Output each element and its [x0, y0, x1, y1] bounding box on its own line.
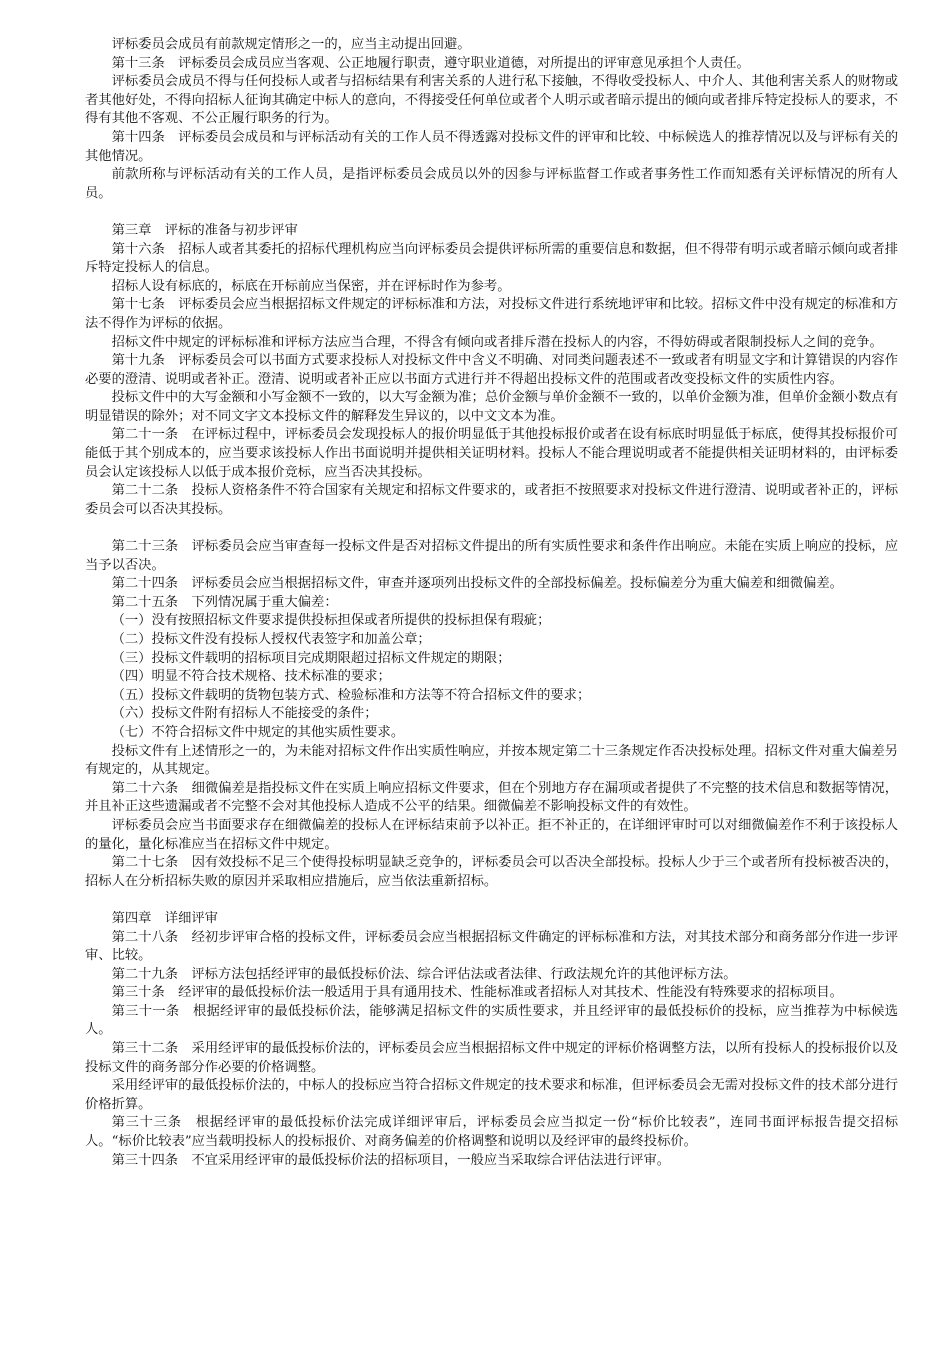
paragraph: 第三十一条 根据经评审的最低投标价法，能够满足招标文件的实质性要求，并且经评审的最低投标价的投标，应当推荐为中标候选人。 — [85, 1003, 898, 1038]
paragraph: 第十六条 招标人或者其委托的招标代理机构应当向评标委员会提供评标所需的重要信息和数据，但不得带有明示或者暗示倾向或者排斥特定投标人的信息。 — [85, 241, 898, 276]
paragraph: 第二十八条 经初步评审合格的投标文件，评标委员会应当根据招标文件确定的评标标准和方法，对其技术部分和商务部分作进一步评审、比较。 — [85, 929, 898, 964]
paragraph: 评标委员会成员有前款规定情形之一的，应当主动提出回避。 — [111, 37, 471, 52]
paragraph: 第三十四条 不宜采用经评审的最低投标价法的招标项目，一般应当采取综合评估法进行评审。 — [111, 1152, 671, 1168]
paragraph: （二）投标文件没有投标人授权代表签字和加盖公章； — [111, 632, 431, 647]
paragraph: （五）投标文件载明的货物包装方式、检验标准和方法等不符合招标文件的要求； — [111, 687, 591, 703]
paragraph: （六）投标文件附有招标人不能接受的条件； — [111, 706, 378, 722]
chapter-heading: 第三章 评标的准备与初步评审 — [111, 222, 298, 238]
paragraph: 第十九条 评标委员会可以书面方式要求投标人对投标文件中含义不明确、对同类问题表述不一致或者有明显文字和计算错误的内容作必要的澄清、说明或者补正。澄清、说明或者补正应以书面方式进行并不得超出投标文件的范围或者改变投标文件的实质性内容。 — [85, 353, 898, 387]
paragraph: 第二十五条 下列情况属于重大偏差： — [111, 594, 338, 610]
paragraph: （四）明显不符合技术规格、技术标准的要求； — [111, 669, 391, 685]
paragraph: 第十四条 评标委员会成员和与评标活动有关的工作人员不得透露对投标文件的评审和比较、中标候选人的推荐情况以及与评标有关的其他情况。 — [85, 129, 898, 164]
paragraph: 评标委员会应当书面要求存在细微偏差的投标人在评标结束前予以补正。拒不补正的，在详细评审时可以对细微偏差作不利于该投标人的量化，量化标准应当在招标文件中规定。 — [85, 817, 898, 852]
paragraph: 评标委员会成员不得与任何投标人或者与招标结果有利害关系的人进行私下接触，不得收受投标人、中介人、其他利害关系人的财物或者其他好处，不得向招标人征询其确定中标人的意向，不得接受任何单位或者个人明示或者暗示提出的倾向或者排斥特定投标人的要求，不得有其他不客观、不公正履行职务的行为。 — [85, 74, 898, 127]
paragraph: （三）投标文件载明的招标项目完成期限超过招标文件规定的期限； — [111, 650, 511, 666]
paragraph: （七）不符合招标文件中规定的其他实质性要求。 — [111, 724, 405, 740]
paragraph: 第二十三条 评标委员会应当审查每一投标文件是否对招标文件提出的所有实质性要求和条件作出响应。未能在实质上响应的投标，应当予以否决。 — [85, 539, 898, 573]
paragraph: 第二十二条 投标人资格条件不符合国家有关规定和招标文件要求的，或者拒不按照要求对投标文件进行澄清、说明或者补正的，评标委员会可以否决其投标。 — [85, 483, 898, 517]
paragraph: 第二十九条 评标方法包括经评审的最低投标价法、综合评估法或者法律、行政法规允许的其他评标方法。 — [111, 966, 737, 982]
paragraph: 第二十六条 细微偏差是指投标文件在实质上响应招标文件要求，但在个别地方存在漏项或者提供了不完整的技术信息和数据等情况，并且补正这些遗漏或者不完整不会对其他投标人造成不公平的结果。细微偏差不影响投标文件的有效性。 — [85, 780, 898, 815]
paragraph: 招标人设有标底的，标底在开标前应当保密，并在评标时作为参考。 — [111, 278, 511, 294]
section-spacer — [85, 203, 898, 222]
paragraph: 第十三条 评标委员会成员应当客观、公正地履行职责，遵守职业道德，对所提出的评审意见承担个人责任。 — [111, 55, 750, 71]
paragraph: 第二十四条 评标委员会应当根据招标文件，审查并逐项列出投标文件的全部投标偏差。投标偏差分为重大偏差和细微偏差。 — [111, 576, 843, 592]
paragraph: 第三十三条 根据经评审的最低投标价法完成详细评审后，评标委员会应当拟定一份“标价比较表”，连同书面评标报告提交招标人。“标价比较表”应当载明投标人的投标报价、对商务偏差的价格调整和说明以及经评审的最终投标价。 — [85, 1115, 898, 1150]
paragraph: 第三十条 经评审的最低投标价法一般适用于具有通用技术、性能标准或者招标人对其技术、性能没有特殊要求的招标项目。 — [111, 985, 843, 1001]
paragraph: 投标文件有上述情形之一的，为未能对招标文件作出实质性响应，并按本规定第二十三条规定作否决投标处理。招标文件对重大偏差另有规定的，从其规定。 — [85, 743, 898, 778]
paragraph: 采用经评审的最低投标价法的，中标人的投标应当符合招标文件规定的技术要求和标准，但评标委员会无需对投标文件的技术部分进行价格折算。 — [85, 1078, 898, 1112]
section-spacer — [85, 891, 898, 910]
chapter-heading: 第四章 详细评审 — [111, 910, 218, 926]
paragraph: 第二十七条 因有效投标不足三个使得投标明显缺乏竞争的，评标委员会可以否决全部投标。投标人少于三个或者所有投标被否决的，招标人在分析招标失败的原因并采取相应措施后，应当依法重新招标。 — [85, 855, 898, 889]
section-spacer — [85, 519, 898, 538]
paragraph: 招标文件中规定的评标标准和评标方法应当合理，不得含有倾向或者排斥潜在投标人的内容，不得妨碍或者限制投标人之间的竞争。 — [111, 334, 883, 350]
paragraph: 前款所称与评标活动有关的工作人员，是指评标委员会成员以外的因参与评标监督工作或者事务性工作而知悉有关评标情况的所有人员。 — [85, 167, 898, 201]
paragraph: 投标文件中的大写金额和小写金额不一致的，以大写金额为准；总价金额与单价金额不一致的，以单价金额为准，但单价金额小数点有明显错误的除外；对不同文字文本投标文件的解释发生异议的，以中文文本为准。 — [85, 390, 898, 424]
paragraph: （一）没有按照招标文件要求提供投标担保或者所提供的投标担保有瑕疵； — [111, 613, 551, 629]
paragraph: 第十七条 评标委员会应当根据招标文件规定的评标标准和方法，对投标文件进行系统地评审和比较。招标文件中没有规定的标准和方法不得作为评标的依据。 — [85, 297, 898, 331]
paragraph: 第二十一条 在评标过程中，评标委员会发现投标人的报价明显低于其他投标报价或者在设有标底时明显低于标底，使得其投标报价可能低于其个别成本的，应当要求该投标人作出书面说明并提供相关证明材料。投标人不能合理说明或者不能提供相关证明材料的，由评标委员会认定该投标人以低于成本报价竞标，应当否决其投标。 — [85, 427, 898, 480]
paragraph: 第三十二条 采用经评审的最低投标价法的，评标委员会应当根据招标文件中规定的评标价格调整方法，以所有投标人的投标报价以及投标文件的商务部分作必要的价格调整。 — [85, 1041, 898, 1075]
